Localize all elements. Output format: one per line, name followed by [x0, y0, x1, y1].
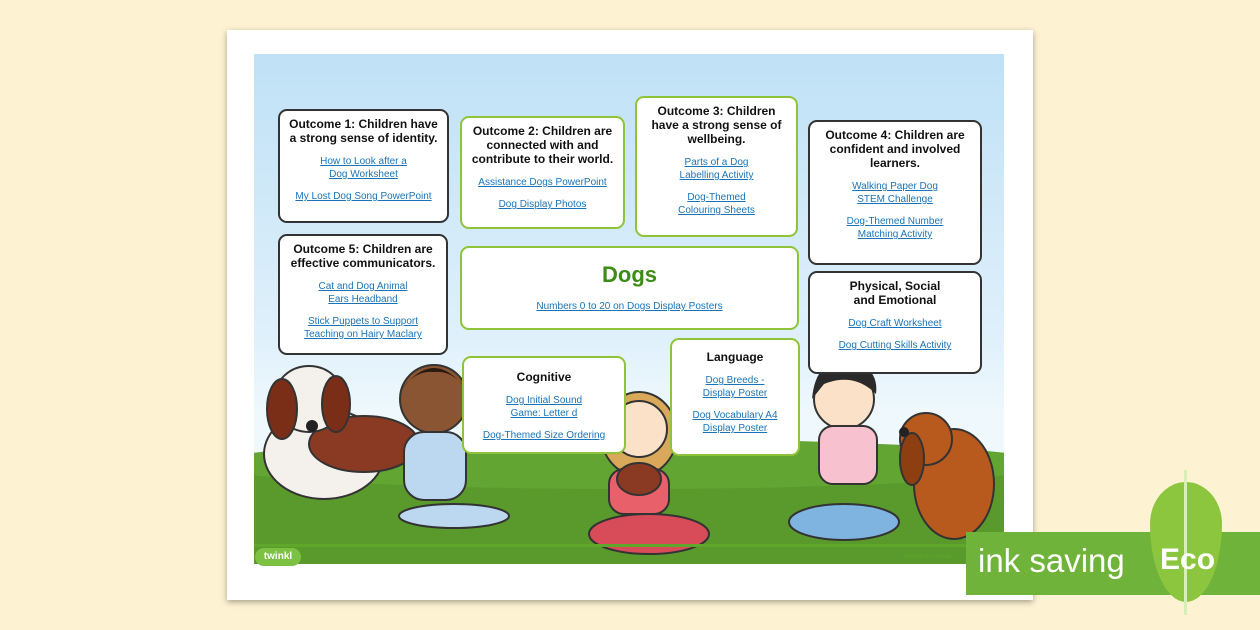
eco-badge-text: ink saving — [978, 542, 1125, 579]
outcome-3-link-1[interactable]: Parts of a Dog Labelling Activity — [679, 157, 754, 181]
footer-url: visit twinkl.com.au — [903, 554, 952, 560]
outcome-2-link-2[interactable]: Dog Display Photos — [498, 199, 587, 210]
outcome-4-box — [808, 120, 982, 265]
twinkl-logo: twinkl — [255, 548, 301, 566]
language-heading: Language — [706, 350, 764, 364]
language-link-2[interactable]: Dog Vocabulary A4 Display Poster — [692, 410, 778, 434]
outcome-3-heading: Outcome 3: Children have a strong sense of wellbeing. — [651, 104, 782, 146]
footer-divider — [254, 544, 1004, 547]
physical-box — [808, 271, 982, 374]
cognitive-link-1[interactable]: Dog Initial Sound Game: Letter d — [505, 395, 583, 419]
poster-scene — [254, 54, 1004, 564]
outcome-2-link-1[interactable]: Assistance Dogs PowerPoint — [478, 177, 607, 188]
outcome-1-heading: Outcome 1: Children have a strong sense of identity. — [289, 117, 438, 145]
cognitive-heading: Cognitive — [516, 370, 572, 384]
poster-title: Dogs — [602, 262, 657, 287]
outcome-2-box — [460, 116, 625, 229]
outcome-5-link-2[interactable]: Stick Puppets to Support Teaching on Hairy Maclary — [304, 316, 422, 340]
cognitive-box — [462, 356, 626, 454]
title-box — [460, 246, 799, 330]
cognitive-link-2[interactable]: Dog-Themed Size Ordering — [482, 430, 606, 441]
eco-leaf-label: Eco — [1160, 543, 1216, 576]
physical-heading: Physical, Social and Emotional — [849, 279, 941, 307]
physical-link-2[interactable]: Dog Cutting Skills Activity — [838, 340, 952, 351]
outcome-1-box — [278, 109, 449, 223]
title-link[interactable]: Numbers 0 to 20 on Dogs Display Posters — [536, 301, 723, 312]
outcome-4-link-2[interactable]: Dog-Themed Number Matching Activity — [846, 216, 944, 240]
outcome-3-link-2[interactable]: Dog-Themed Colouring Sheets — [678, 192, 755, 216]
physical-link-1[interactable]: Dog Craft Worksheet — [848, 318, 942, 329]
outcome-4-link-1[interactable]: Walking Paper Dog STEM Challenge — [852, 181, 938, 205]
outcome-1-link-2[interactable]: My Lost Dog Song PowerPoint — [295, 191, 432, 202]
outcome-5-heading: Outcome 5: Children are effective communicators. — [290, 242, 436, 270]
outcome-3-box — [635, 96, 798, 237]
outcome-5-box — [278, 234, 448, 355]
language-link-1[interactable]: Dog Breeds - Display Poster — [702, 375, 768, 399]
outcome-4-heading: Outcome 4: Children are confident and involved learners. — [825, 128, 965, 170]
outcome-2-heading: Outcome 2: Children are connected with and contribute to their world. — [471, 124, 614, 166]
display-poster-sheet — [227, 30, 1033, 600]
language-box — [670, 338, 800, 456]
outcome-5-link-1[interactable]: Cat and Dog Animal Ears Headband — [318, 281, 408, 305]
outcome-1-link-1[interactable]: How to Look after a Dog Worksheet — [320, 156, 407, 180]
